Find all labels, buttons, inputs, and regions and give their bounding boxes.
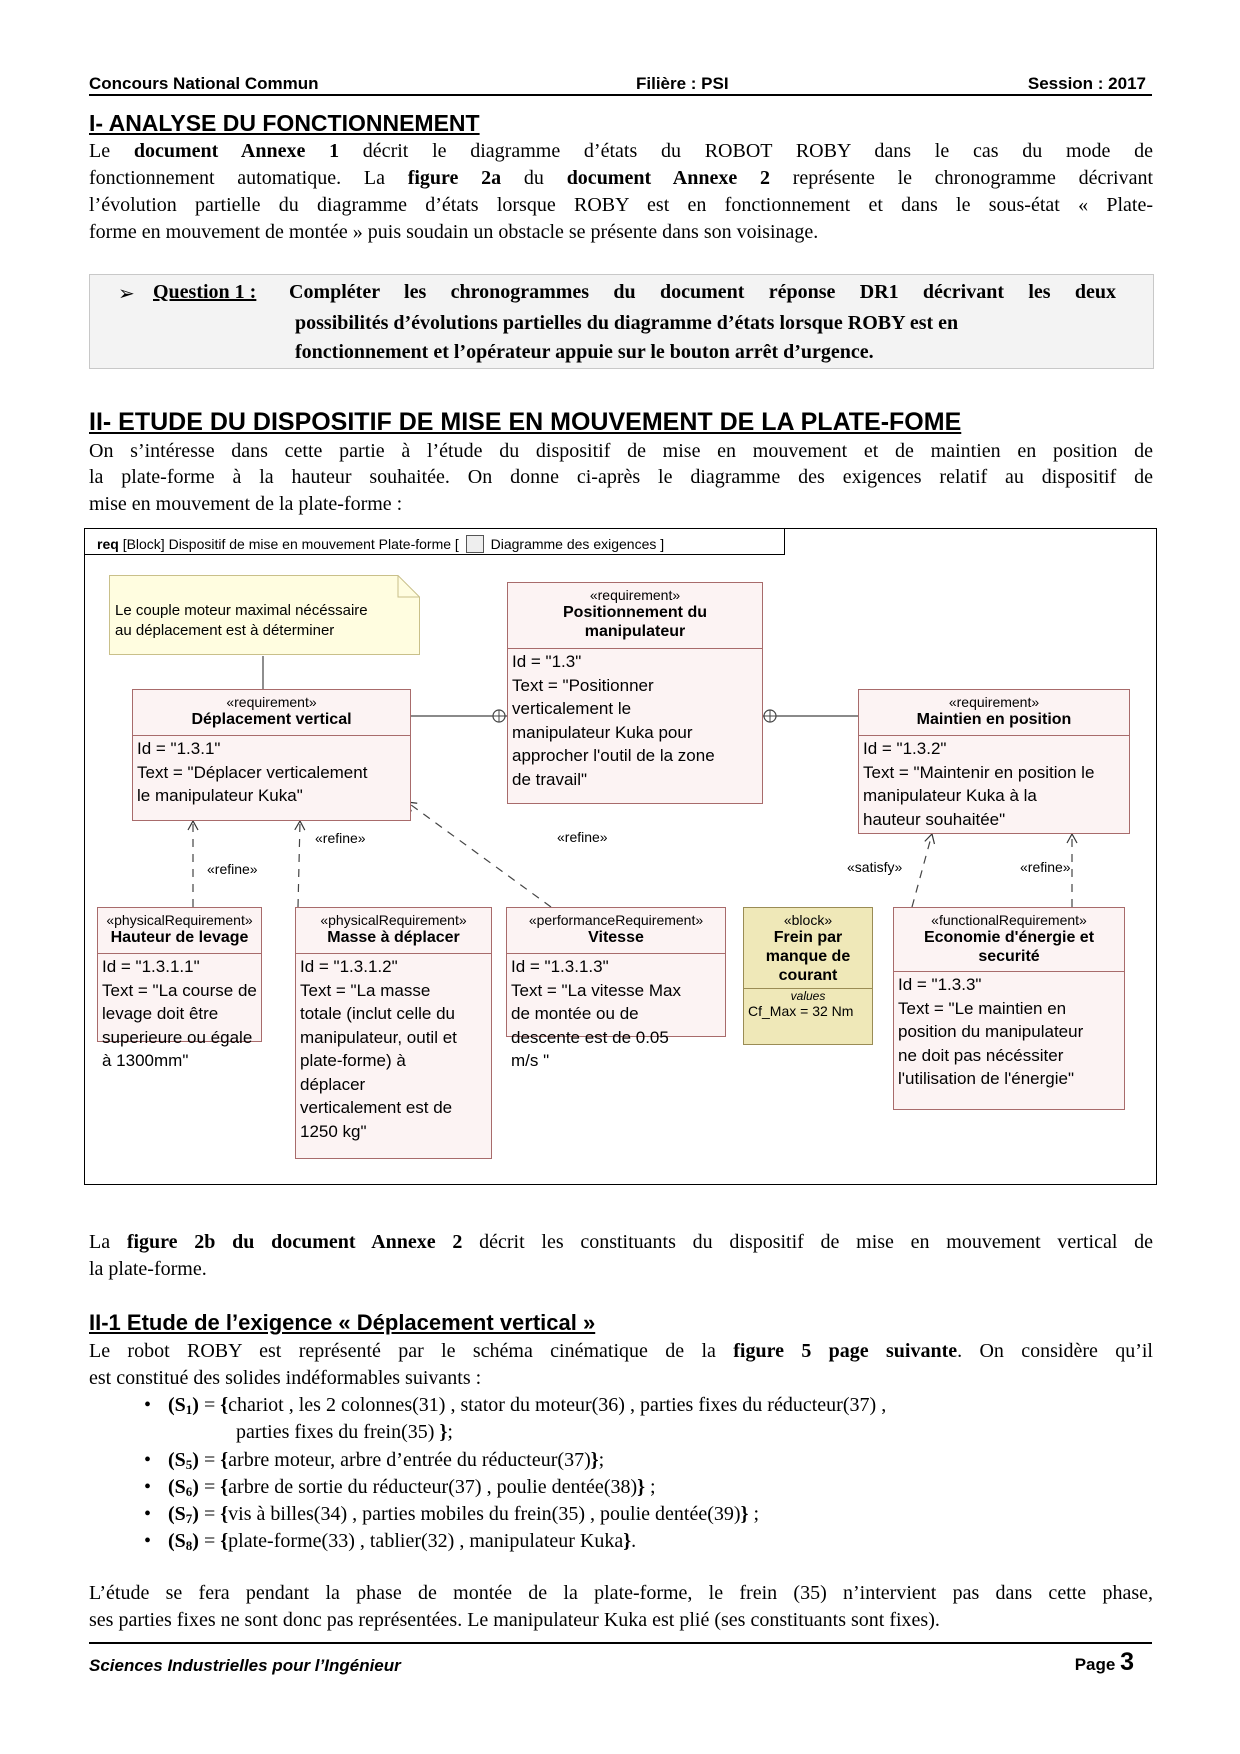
block-1-3-1-2-text6: verticalement est de — [300, 1098, 453, 1117]
header-left: Concours National Commun — [89, 74, 319, 93]
question1-box — [89, 274, 1154, 369]
diagram-frame-title — [97, 535, 664, 553]
header-center: Filière : PSI — [636, 74, 729, 93]
block-1-3-1-2-text4: plate-forme) à — [300, 1051, 406, 1070]
block-1-3-1-2-text7: 1250 kg" — [300, 1121, 367, 1141]
section21-title: II-1 Etude de l’exigence « Déplacement vertical » — [89, 1310, 596, 1335]
solid-def: = {plate-forme(33) , tablier(32) , manipulateur Kuka}. — [203, 1530, 637, 1552]
block-1-3-3-name-l1: Economie d'énergie et — [923, 929, 1095, 946]
block-1-3-1-2-id: Id = "1.3.1.2" — [300, 957, 398, 976]
frame-keyword: req — [97, 536, 119, 552]
section2-p1-line3: mise en mouvement de la plate-forme : — [89, 493, 403, 515]
section1-title: I- ANALYSE DU FONCTIONNEMENT — [89, 110, 480, 136]
block-1-3-1-2-text3: manipulateur, outil et — [300, 1027, 457, 1047]
diagram-note — [109, 575, 420, 655]
refine-link-1313 — [407, 802, 551, 907]
block-1-3-1-1-name: Hauteur de levage — [110, 929, 249, 946]
block-1-3-1-2-stereotype: «physicalRequirement» — [320, 912, 467, 928]
page-number: Page 3 — [1074, 1648, 1134, 1676]
footer-left: Sciences Industrielles pour l’Ingénieur — [89, 1656, 401, 1675]
block-1-3-1-3-stereotype: «performanceRequirement» — [528, 912, 704, 928]
block-1-3-1-1-id: Id = "1.3.1.1" — [102, 957, 200, 976]
block-1-3-1-3-text2: de montée ou de — [511, 1004, 639, 1023]
block-1-3-1-2-name: Masse à déplacer — [327, 929, 460, 946]
block-1-3-1-3-name: Vitesse — [588, 929, 644, 946]
section21-line1: Le robot ROBY est représenté par le schéma cinématique de la figure 5 page suivante. On considère qu’il — [89, 1340, 1153, 1362]
section2-p1-line1: On s’intéresse dans cette partie à l’étude du dispositif de mise en mouvement et de maintien en position de — [89, 440, 1153, 462]
requirement-block-1-3-1 — [132, 689, 411, 821]
block-frein-name-l1: Frein par — [773, 929, 843, 946]
solid-def-cont: parties fixes du frein(35) }; — [236, 1421, 453, 1443]
section1-p1-line3: l’évolution partielle du diagramme d’états lorsque ROBY est en fonctionnement et dans le sous-état « Plate- — [89, 194, 1153, 216]
solid-def: = {arbre moteur, arbre d’entrée du réducteur(37)}; — [203, 1449, 605, 1471]
requirement-block-1-3 — [507, 582, 763, 804]
solid-list-item-cont — [236, 1419, 453, 1446]
block-1-3-1-2-text2: totale (inclut celle du — [300, 1004, 455, 1023]
block-1-3-1-1-text4: à 1300mm" — [102, 1051, 189, 1070]
block-1-3-1-1-text2: levage doit être — [102, 1004, 219, 1023]
block-1-3-name-l1: Positionnement du — [563, 604, 707, 621]
fig2b-line1: La figure 2b du document Annexe 2 décrit les constituants du dispositif de mise en mouvement vertical de — [89, 1231, 1153, 1253]
block-1-3-3-text3: ne doit pas nécéssiter — [898, 1045, 1064, 1065]
block-1-3-2-text2: manipulateur Kuka à la — [863, 786, 1037, 805]
label-satisfy: «satisfy» — [847, 859, 903, 875]
solid-def: = {arbre de sortie du réducteur(37) , poulie dentée(38)} ; — [203, 1476, 656, 1498]
block-1-3-1-1-stereotype: «physicalRequirement» — [106, 912, 253, 928]
solid-def: = {vis à billes(34) , parties mobiles du frein(35) , poulie dentée(39)} ; — [203, 1503, 760, 1525]
block-frein — [743, 907, 873, 1045]
requirement-block-1-3-1-2 — [295, 907, 492, 1159]
block-1-3-1-3-text4: m/s " — [511, 1051, 550, 1070]
question1-line3: fonctionnement et l’opérateur appuie sur le bouton arrêt d’urgence. — [295, 341, 874, 363]
block-frein-cf-max: Cf_Max = 32 Nm — [748, 1003, 854, 1019]
label-refine-1312: «refine» — [315, 830, 366, 846]
block-1-3-2-stereotype: «requirement» — [948, 694, 1040, 710]
satisfy-link-frein — [912, 834, 932, 907]
block-1-3-1-3-id: Id = "1.3.1.3" — [511, 957, 609, 976]
block-frein-stereotype: «block» — [783, 912, 833, 928]
section1-p1-line2: fonctionnement automatique. La figure 2a du document Annexe 2 représente le chronogramme décrivant — [89, 167, 1154, 189]
section21-end-line1: L’étude se fera pendant la phase de montée de la plate-forme, le frein (35) n’intervient pas dans cette phase, — [89, 1582, 1153, 1604]
block-1-3-1-1-text1: Text = "La course de — [102, 980, 257, 1000]
page-footer — [89, 1642, 1152, 1682]
block-1-3-3-text2: position du manipulateur — [898, 1022, 1084, 1041]
frame-title-text: [Block] Dispositif de mise en mouvement Plate-forme [ — [122, 536, 459, 552]
block-1-3-text5: de travail" — [512, 769, 588, 789]
note-line1: Le couple moteur maximal nécéssaire — [115, 602, 368, 619]
section2-p1-line2: la plate-forme à la hauteur souhaitée. On donne ci-après le diagramme des exigences relatif au dispositif de — [89, 466, 1153, 488]
block-1-3-text1: Text = "Positionner — [512, 675, 654, 695]
block-1-3-3-name-l2: securité — [978, 948, 1040, 965]
header-right: Session : 2017 — [1027, 74, 1146, 93]
question1-label: Question 1 : — [153, 281, 257, 303]
requirement-block-1-3-1-1 — [97, 907, 262, 1070]
block-1-3-1-2-text1: Text = "La masse — [300, 980, 431, 1000]
block-1-3-3-id: Id = "1.3.3" — [898, 975, 982, 994]
block-1-3-2-text1: Text = "Maintenir en position le — [863, 762, 1095, 782]
block-frein-values-label: values — [790, 989, 826, 1003]
refine-link-1312 — [298, 821, 300, 907]
block-1-3-1-text2: le manipulateur Kuka" — [137, 786, 303, 805]
block-1-3-stereotype: «requirement» — [589, 587, 681, 603]
label-refine-133: «refine» — [1020, 859, 1071, 875]
block-1-3-text4: approcher l'outil de la zone — [512, 746, 715, 765]
section21-line2: est constitué des solides indéformables suivants : — [89, 1367, 482, 1389]
question1-line2: possibilités d’évolutions partielles du diagramme d’états lorsque ROBY est en — [295, 312, 959, 334]
block-1-3-1-1-text3: superieure ou égale — [102, 1027, 253, 1047]
block-1-3-1-id: Id = "1.3.1" — [137, 739, 221, 758]
label-refine-1311: «refine» — [207, 861, 258, 877]
block-1-3-id: Id = "1.3" — [512, 652, 582, 671]
page-header — [89, 74, 1152, 96]
diagram-icon — [466, 535, 484, 553]
question1-bullet: ➢ — [118, 283, 135, 305]
section21-end-line2: ses parties fixes ne sont donc pas représentées. Le manipulateur Kuka est plié (ses constituants sont fixes). — [89, 1609, 940, 1631]
block-1-3-1-stereotype: «requirement» — [226, 694, 317, 710]
fig2b-line2: la plate-forme. — [89, 1258, 207, 1280]
section1-p1-line4: forme en mouvement de montée » puis soudain un obstacle se présente dans son voisinage. — [89, 221, 819, 243]
note-line2: au déplacement est à déterminer — [115, 622, 335, 639]
requirement-diagram — [84, 528, 1157, 1185]
block-1-3-text2: verticalement le — [512, 699, 632, 718]
block-1-3-1-text1: Text = "Déplacer verticalement — [137, 762, 368, 782]
block-1-3-2-text3: hauteur souhaitée" — [863, 809, 1006, 829]
label-refine-1313: «refine» — [557, 829, 608, 845]
block-frein-name-l2: manque de — [765, 948, 851, 965]
frame-title-end: Diagramme des exigences ] — [490, 536, 665, 552]
requirement-block-1-3-3 — [893, 907, 1125, 1110]
section1-p1-line1: Le document Annexe 1 décrit le diagramme d’états du ROBOT ROBY dans le cas du mode de — [89, 140, 1153, 162]
question1-line1: Compléter les chronogrammes du document réponse DR1 décrivant les deux — [289, 281, 1116, 303]
block-1-3-1-3-text3: descente est de 0.05 — [511, 1027, 669, 1047]
block-1-3-3-stereotype: «functionalRequirement» — [931, 912, 1087, 928]
solid-def: = {chariot , les 2 colonnes(31) , stator du moteur(36) , parties fixes du réducteur(37) , — [203, 1394, 887, 1416]
block-1-3-1-2-text5: déplacer — [300, 1074, 366, 1094]
block-1-3-name-l2: manipulateur — [584, 623, 686, 640]
block-frein-name-l3: courant — [778, 967, 838, 984]
section2-title: II- ETUDE DU DISPOSITIF DE MISE EN MOUVEMENT DE LA PLATE-FOME — [89, 408, 962, 436]
requirement-block-1-3-2 — [858, 689, 1130, 834]
block-1-3-1-3-text1: Text = "La vitesse Max — [511, 980, 681, 1000]
block-1-3-2-name: Maintien en position — [916, 711, 1072, 728]
block-1-3-3-text1: Text = "Le maintien en — [898, 998, 1067, 1018]
requirement-block-1-3-1-3 — [506, 907, 726, 1070]
block-1-3-text3: manipulateur Kuka pour — [512, 722, 693, 742]
block-1-3-1-name: Déplacement vertical — [191, 711, 352, 728]
block-1-3-2-id: Id = "1.3.2" — [863, 739, 947, 758]
block-1-3-3-text4: l'utilisation de l'énergie" — [898, 1069, 1075, 1088]
